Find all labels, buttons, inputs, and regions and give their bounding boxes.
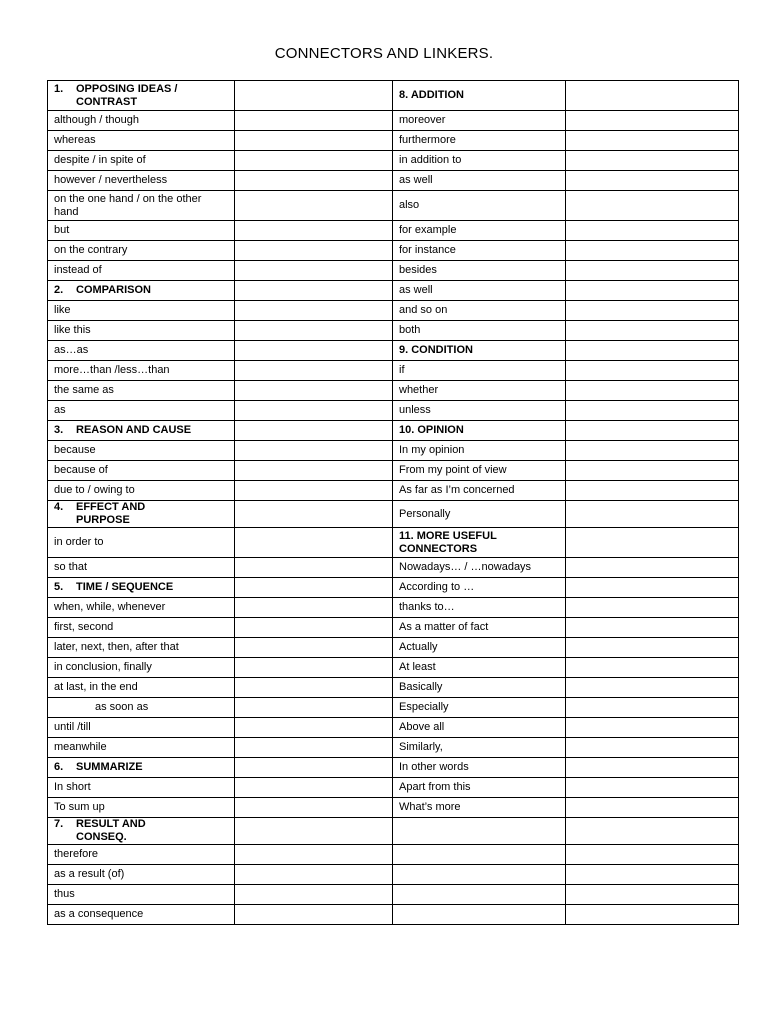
section-number: 2. xyxy=(54,284,64,296)
blank-cell xyxy=(566,698,739,718)
section-heading: 8. ADDITION xyxy=(393,81,566,111)
section-heading xyxy=(48,578,235,598)
section-heading xyxy=(48,81,235,111)
table-row xyxy=(48,441,739,461)
blank-cell xyxy=(235,321,393,341)
blank-cell xyxy=(235,341,393,361)
connector-term: Actually xyxy=(393,638,566,658)
connector-term: Especially xyxy=(393,698,566,718)
connector-term: besides xyxy=(393,261,566,281)
section-heading xyxy=(48,501,235,528)
connector-term: on the contrary xyxy=(48,241,235,261)
blank-cell xyxy=(566,638,739,658)
connector-term: unless xyxy=(393,401,566,421)
connector-term: because of xyxy=(48,461,235,481)
table-row xyxy=(48,558,739,578)
section-number: 4. xyxy=(54,501,64,513)
blank-cell xyxy=(566,905,739,925)
blank-cell xyxy=(566,301,739,321)
connector-term: Nowadays… / …nowadays xyxy=(393,558,566,578)
blank-cell xyxy=(235,421,393,441)
connector-term: due to / owing to xyxy=(48,481,235,501)
connector-term: although / though xyxy=(48,111,235,131)
blank-cell xyxy=(566,558,739,578)
connector-term: like xyxy=(48,301,235,321)
table-row xyxy=(48,638,739,658)
section-title: COMPARISON xyxy=(76,284,151,296)
connector-term: What’s more xyxy=(393,798,566,818)
blank-cell xyxy=(566,658,739,678)
connector-term: In my opinion xyxy=(393,441,566,461)
blank-cell xyxy=(235,241,393,261)
table-row xyxy=(48,81,739,111)
connector-term: Personally xyxy=(393,501,566,528)
connector-term: moreover xyxy=(393,111,566,131)
table-row xyxy=(48,501,739,528)
blank-cell xyxy=(235,758,393,778)
table-row xyxy=(48,678,739,698)
connector-term xyxy=(393,905,566,925)
blank-cell xyxy=(566,191,739,221)
connector-term: whereas xyxy=(48,131,235,151)
blank-cell xyxy=(566,281,739,301)
connector-term xyxy=(393,818,566,845)
page-title: CONNECTORS AND LINKERS. xyxy=(274,45,494,62)
connector-term: thus xyxy=(48,885,235,905)
blank-cell xyxy=(566,341,739,361)
blank-cell xyxy=(566,598,739,618)
table-row xyxy=(48,798,739,818)
table-row xyxy=(48,191,739,221)
table-row xyxy=(48,718,739,738)
blank-cell xyxy=(235,558,393,578)
connector-term: At least xyxy=(393,658,566,678)
blank-cell xyxy=(235,845,393,865)
blank-cell xyxy=(566,578,739,598)
connector-term: instead of xyxy=(48,261,235,281)
connector-term: at last, in the end xyxy=(48,678,235,698)
blank-cell xyxy=(235,658,393,678)
connector-term: first, second xyxy=(48,618,235,638)
blank-cell xyxy=(566,798,739,818)
table-row xyxy=(48,241,739,261)
section-title: OPPOSING IDEAS / CONTRAST xyxy=(76,82,178,108)
blank-cell xyxy=(566,718,739,738)
connector-term: later, next, then, after that xyxy=(48,638,235,658)
connector-term: as…as xyxy=(48,341,235,361)
blank-cell xyxy=(566,111,739,131)
blank-cell xyxy=(566,461,739,481)
blank-cell xyxy=(566,221,739,241)
blank-cell xyxy=(566,758,739,778)
connector-term: for example xyxy=(393,221,566,241)
section-title: SUMMARIZE xyxy=(76,761,143,773)
section-number: 5. xyxy=(54,581,64,593)
blank-cell xyxy=(235,261,393,281)
blank-cell xyxy=(566,778,739,798)
blank-cell xyxy=(235,81,393,111)
section-heading xyxy=(48,818,235,845)
table-row xyxy=(48,381,739,401)
table-row xyxy=(48,905,739,925)
table-row xyxy=(48,818,739,845)
blank-cell xyxy=(235,131,393,151)
section-title: RESULT AND CONSEQ. xyxy=(76,818,146,843)
connector-term: like this xyxy=(48,321,235,341)
connector-term: From my point of view xyxy=(393,461,566,481)
blank-cell xyxy=(566,845,739,865)
table-row xyxy=(48,758,739,778)
connector-term xyxy=(393,865,566,885)
table-row xyxy=(48,421,739,441)
table-row xyxy=(48,738,739,758)
table-row xyxy=(48,361,739,381)
connector-term: As far as I’m concerned xyxy=(393,481,566,501)
connector-term: so that xyxy=(48,558,235,578)
blank-cell xyxy=(235,461,393,481)
blank-cell xyxy=(235,865,393,885)
blank-cell xyxy=(566,401,739,421)
blank-cell xyxy=(566,678,739,698)
connector-term: In other words xyxy=(393,758,566,778)
connector-term: despite / in spite of xyxy=(48,151,235,171)
section-number: 7. xyxy=(54,818,64,830)
blank-cell xyxy=(235,501,393,528)
connector-term: furthermore xyxy=(393,131,566,151)
connector-term: meanwhile xyxy=(48,738,235,758)
connector-term: because xyxy=(48,441,235,461)
table-row xyxy=(48,598,739,618)
blank-cell xyxy=(235,598,393,618)
blank-cell xyxy=(235,798,393,818)
blank-cell xyxy=(235,738,393,758)
connector-term: Apart from this xyxy=(393,778,566,798)
blank-cell xyxy=(235,778,393,798)
blank-cell xyxy=(235,441,393,461)
connector-term: both xyxy=(393,321,566,341)
blank-cell xyxy=(566,738,739,758)
connector-term: in conclusion, finally xyxy=(48,658,235,678)
blank-cell xyxy=(566,131,739,151)
blank-cell xyxy=(235,361,393,381)
table-row xyxy=(48,778,739,798)
blank-cell xyxy=(235,818,393,845)
connector-term: on the one hand / on the other hand xyxy=(48,191,235,221)
connector-term xyxy=(393,845,566,865)
connector-term: however / nevertheless xyxy=(48,171,235,191)
table-row xyxy=(48,221,739,241)
connector-term: when, while, whenever xyxy=(48,598,235,618)
connector-term: but xyxy=(48,221,235,241)
blank-cell xyxy=(235,528,393,558)
blank-cell xyxy=(235,191,393,221)
blank-cell xyxy=(235,905,393,925)
connector-term: the same as xyxy=(48,381,235,401)
connector-term: In short xyxy=(48,778,235,798)
blank-cell xyxy=(235,401,393,421)
blank-cell xyxy=(566,618,739,638)
section-title: EFFECT AND PURPOSE xyxy=(76,501,146,526)
table-row xyxy=(48,131,739,151)
table-row xyxy=(48,461,739,481)
blank-cell xyxy=(566,261,739,281)
table-row xyxy=(48,301,739,321)
blank-cell xyxy=(235,381,393,401)
blank-cell xyxy=(235,111,393,131)
table-row xyxy=(48,151,739,171)
table-row xyxy=(48,578,739,598)
blank-cell xyxy=(566,321,739,341)
blank-cell xyxy=(566,361,739,381)
connector-term: in addition to xyxy=(393,151,566,171)
blank-cell xyxy=(566,865,739,885)
section-heading xyxy=(48,758,235,778)
connector-term: as soon as xyxy=(48,698,235,718)
table-row xyxy=(48,528,739,558)
connector-term: if xyxy=(393,361,566,381)
blank-cell xyxy=(235,578,393,598)
connector-term: thanks to… xyxy=(393,598,566,618)
table-row xyxy=(48,618,739,638)
connector-term: Above all xyxy=(393,718,566,738)
table-row xyxy=(48,281,739,301)
table-row xyxy=(48,698,739,718)
connector-term: To sum up xyxy=(48,798,235,818)
section-title: REASON AND CAUSE xyxy=(76,424,192,436)
table-row xyxy=(48,865,739,885)
blank-cell xyxy=(235,221,393,241)
connector-term: and so on xyxy=(393,301,566,321)
connector-term: also xyxy=(393,191,566,221)
blank-cell xyxy=(235,885,393,905)
section-heading: 9. CONDITION xyxy=(393,341,566,361)
connector-term xyxy=(393,885,566,905)
blank-cell xyxy=(566,528,739,558)
table-row xyxy=(48,401,739,421)
table-row xyxy=(48,845,739,865)
table-row xyxy=(48,171,739,191)
blank-cell xyxy=(235,171,393,191)
table-row xyxy=(48,481,739,501)
connector-term: as well xyxy=(393,171,566,191)
blank-cell xyxy=(566,81,739,111)
section-heading xyxy=(48,281,235,301)
connector-term: as a result (of) xyxy=(48,865,235,885)
section-number: 1. xyxy=(54,82,64,95)
connector-term: for instance xyxy=(393,241,566,261)
blank-cell xyxy=(235,718,393,738)
connector-term: as a consequence xyxy=(48,905,235,925)
blank-cell xyxy=(235,698,393,718)
blank-cell xyxy=(566,501,739,528)
blank-cell xyxy=(566,885,739,905)
blank-cell xyxy=(566,421,739,441)
table-row xyxy=(48,111,739,131)
table-row xyxy=(48,658,739,678)
table-row xyxy=(48,341,739,361)
blank-cell xyxy=(235,281,393,301)
blank-cell xyxy=(566,151,739,171)
connectors-table xyxy=(47,80,739,925)
connector-term: more…than /less…than xyxy=(48,361,235,381)
blank-cell xyxy=(235,678,393,698)
blank-cell xyxy=(235,481,393,501)
connector-term: therefore xyxy=(48,845,235,865)
blank-cell xyxy=(235,301,393,321)
blank-cell xyxy=(566,441,739,461)
connector-term: until /till xyxy=(48,718,235,738)
connectors-table-body xyxy=(48,81,739,925)
blank-cell xyxy=(235,638,393,658)
connector-term: According to … xyxy=(393,578,566,598)
connector-term: As a matter of fact xyxy=(393,618,566,638)
blank-cell xyxy=(566,241,739,261)
table-row xyxy=(48,321,739,341)
connector-term: as xyxy=(48,401,235,421)
blank-cell xyxy=(566,381,739,401)
blank-cell xyxy=(566,818,739,845)
blank-cell xyxy=(566,171,739,191)
section-heading xyxy=(48,421,235,441)
connector-term: Basically xyxy=(393,678,566,698)
section-heading: 11. MORE USEFUL CONNECTORS xyxy=(393,528,566,558)
section-number: 6. xyxy=(54,761,64,773)
table-row xyxy=(48,885,739,905)
section-number: 3. xyxy=(54,424,64,436)
section-heading: 10. OPINION xyxy=(393,421,566,441)
connector-term: whether xyxy=(393,381,566,401)
blank-cell xyxy=(235,151,393,171)
connector-term: as well xyxy=(393,281,566,301)
connector-term: in order to xyxy=(48,528,235,558)
blank-cell xyxy=(235,618,393,638)
blank-cell xyxy=(566,481,739,501)
table-row xyxy=(48,261,739,281)
section-title: TIME / SEQUENCE xyxy=(76,581,174,593)
connector-term: Similarly, xyxy=(393,738,566,758)
